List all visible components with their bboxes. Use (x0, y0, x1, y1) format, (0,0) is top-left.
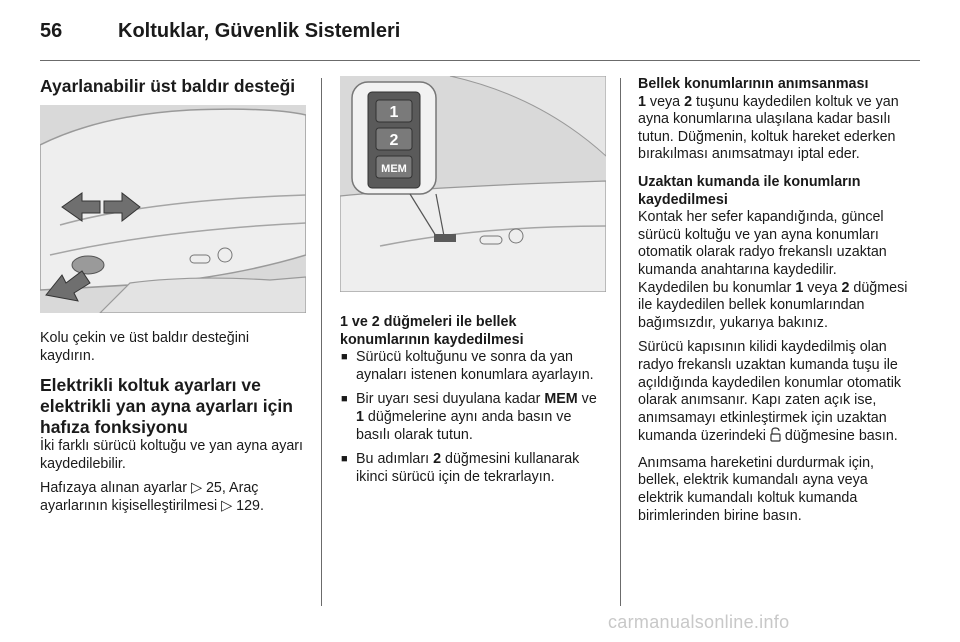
column-1 (40, 76, 306, 523)
unlock-key-icon (770, 427, 781, 448)
save-memory-heading: 1 ve 2 düğmeleri ile bellek konumlarının kaydedilmesi (340, 314, 524, 348)
thigh-support-illustration (40, 105, 306, 313)
key-2-label: 2 (389, 132, 399, 149)
step-item: ■ Bir uyarı sesi duyulana kadar MEM ve 1 düğmelerine aynı anda basın ve basılı olarak tutun. (340, 391, 606, 444)
recall-memory-heading: Bellek konumlarının anımsanması (638, 76, 869, 92)
page-number: 56 (40, 20, 63, 42)
memory-buttons-drawing (340, 76, 606, 292)
page-ref-icon: ▷ (191, 480, 202, 497)
column-divider-1 (321, 78, 322, 606)
seat-cushion-drawing (40, 105, 306, 313)
thigh-support-caption: Kolu çekin ve üst baldır desteğini kaydırın. (40, 330, 250, 364)
page-header (40, 14, 920, 58)
step-item: ■ Sürücü koltuğunu ve sonra da yan aynaları istenen konumlara ayarlayın. (340, 349, 606, 384)
memory-buttons-illustration (340, 76, 606, 292)
step-item: ■ Bu adımları 2 düğmesini kullanarak ikinci sürücü için de tekrarlayın. (340, 451, 606, 486)
page-ref-icon-2: ▷ (221, 497, 233, 514)
key-mem-label: MEM (381, 163, 407, 175)
chapter-title: Koltuklar, Güvenlik Sistemleri (118, 20, 401, 42)
column-divider-2 (620, 78, 621, 606)
remote-recall-paragraph: Sürücü kapısının kilidi kaydedilmiş olan radyo frekanslı uzaktan kumanda tuşu ile açıldığında kaydedilen konumlar otomatik olarak anımsanır. Kapı zaten açık ise, anımsamayı etkinleştirmek için uzaktan kumanda üzerindeki düğmesine basın. (638, 339, 910, 448)
header-divider (40, 60, 920, 61)
watermark: carmanualsonline.info (608, 612, 790, 632)
key-1-label: 1 (389, 104, 399, 121)
memory-function-heading: Elektrikli koltuk ayarları ve elektrikli yan ayna ayarları için hafıza fonksiyonu (40, 375, 293, 438)
settings-reference-paragraph: Hafızaya alınan ayarlar ▷ 25, Araç ayarlarının kişiselleştirilmesi ▷ 129. (40, 480, 264, 514)
remote-save-heading: Uzaktan kumanda ile konumların kaydedilmesi (638, 173, 861, 208)
recall-memory-paragraph: 1 veya 2 tuşunu kaydedilen koltuk ve yan ayna konumlarına ulaşılana kadar basılı tutun. Düğmenin, koltuk hareket ederken bırakılması anımsatmayı iptal eder. (638, 93, 899, 163)
thigh-support-heading: Ayarlanabilir üst baldır desteği (40, 76, 296, 96)
column-3 (638, 76, 910, 532)
stop-recall-paragraph: Anımsama hareketini durdurmak için, bellek, elektrik kumandalı ayna veya elektrik kumandalı koltuk kumanda birimlerinden birine basın. (638, 454, 874, 524)
memory-intro-paragraph: İki farklı sürücü koltuğu ve yan ayna ayarı kaydedilebilir. (40, 438, 304, 472)
remote-save-paragraph: Kontak her sefer kapandığında, güncel sürücü koltuğu ve yan ayna konumları otomatik olarak radyo frekanslı uzaktan kumanda anahtarına kaydedilir. Kaydedilen bu konumlar 1 veya 2 düğmesi ile kaydedilen bellek konumlarından bağımsızdır, yukarıya bakınız. (638, 209, 908, 331)
column-2 (340, 76, 606, 493)
save-memory-steps (340, 349, 606, 486)
